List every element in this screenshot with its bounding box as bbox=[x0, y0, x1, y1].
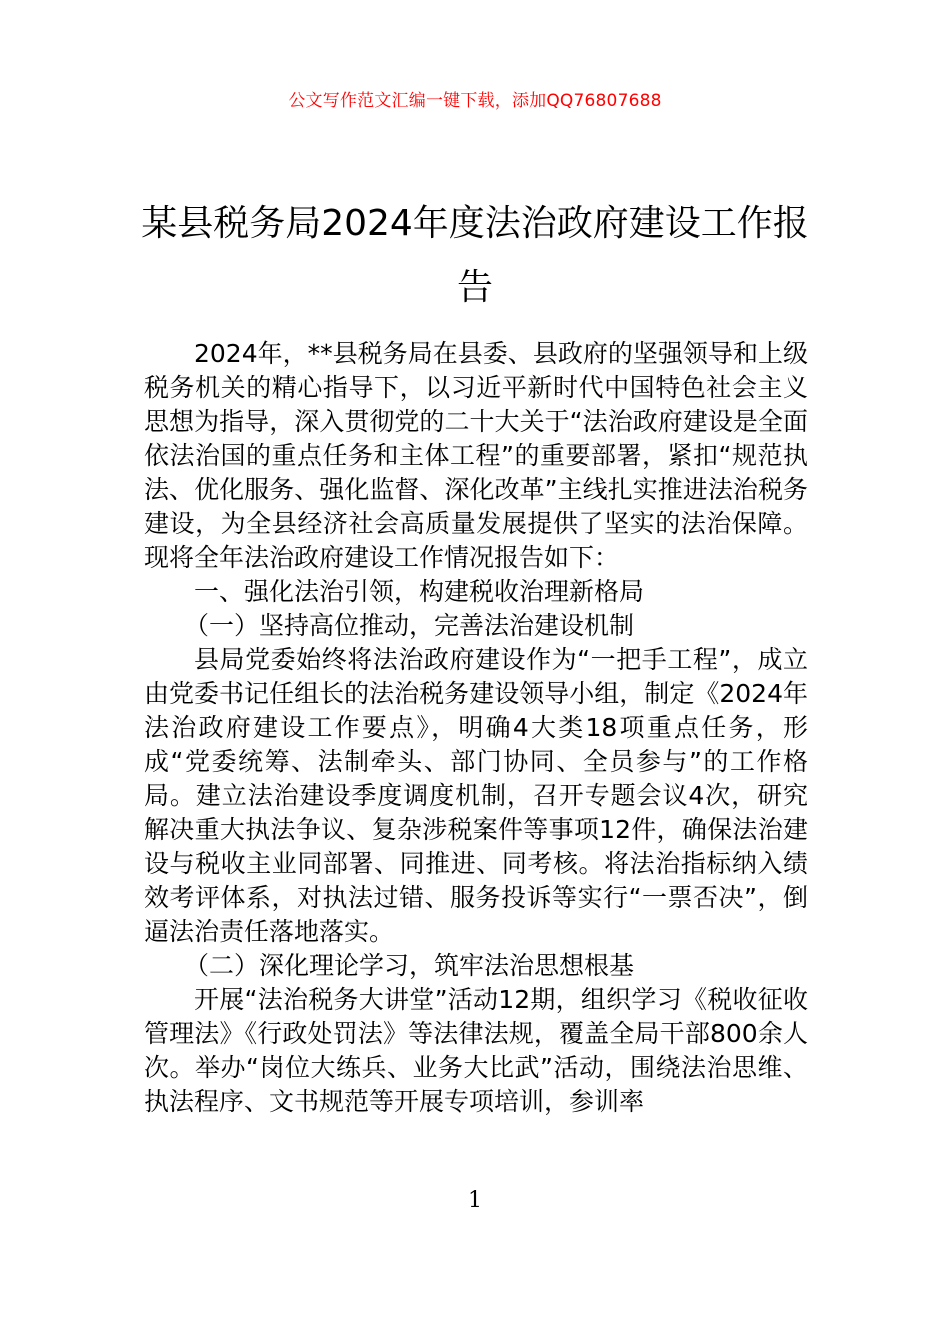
document-title: 某县税务局2024年度法治政府建设工作报告 bbox=[141, 203, 809, 309]
subsection-heading-2: （二）深化理论学习，筑牢法治思想根基 bbox=[184, 951, 635, 980]
intro-paragraph: 2024年，**县税务局在县委、县政府的坚强领导和上级税务机关的精心指导下，以习近平新时代中国特色社会主义思想为指导，深入贯彻党的二十大关于“法治政府建设是全面依法治国的重点任务和主体工程”的重要部署，紧扣“规范执法、优化服务、强化监督、深化改革”主线扎实推进法治税务建设，为全县经济社会高质量发展提供了坚实的法治保障。现将全年法治政府建设工作情况报告如下： bbox=[144, 339, 808, 572]
subsection-heading-1: （一）坚持高位推动，完善法治建设机制 bbox=[184, 611, 635, 640]
document-body bbox=[144, 337, 808, 1119]
subsection-body-2: 开展“法治税务大讲堂”活动12期，组织学习《税收征收管理法》《行政处罚法》等法律法规，覆盖全局干部800余人次。举办“岗位大练兵、业务大比武”活动，围绕法治思维、执法程序、文书规范等开展专项培训，参训率 bbox=[144, 985, 808, 1116]
page-number: 1 bbox=[468, 1188, 482, 1213]
section-heading-1: 一、强化法治引领，构建税收治理新格局 bbox=[194, 577, 645, 606]
subsection-body-1: 县局党委始终将法治政府建设作为“一把手工程”，成立由党委书记任组长的法治税务建设领导小组，制定《2024年法治政府建设工作要点》，明确4大类18项重点任务，形成“党委统筹、法制牵头、部门协同、全员参与”的工作格局。建立法治建设季度调度机制，召开专题会议4次，研究解决重大执法争议、复杂涉税案件等事项12件，确保法治建设与税收主业同部署、同推进、同考核。将法治指标纳入绩效考评体系，对执法过错、服务投诉等实行“一票否决”，倒逼法治责任落地落实。 bbox=[144, 645, 808, 946]
header-note: 公文写作范文汇编一键下载，添加QQ76807688 bbox=[288, 91, 662, 111]
